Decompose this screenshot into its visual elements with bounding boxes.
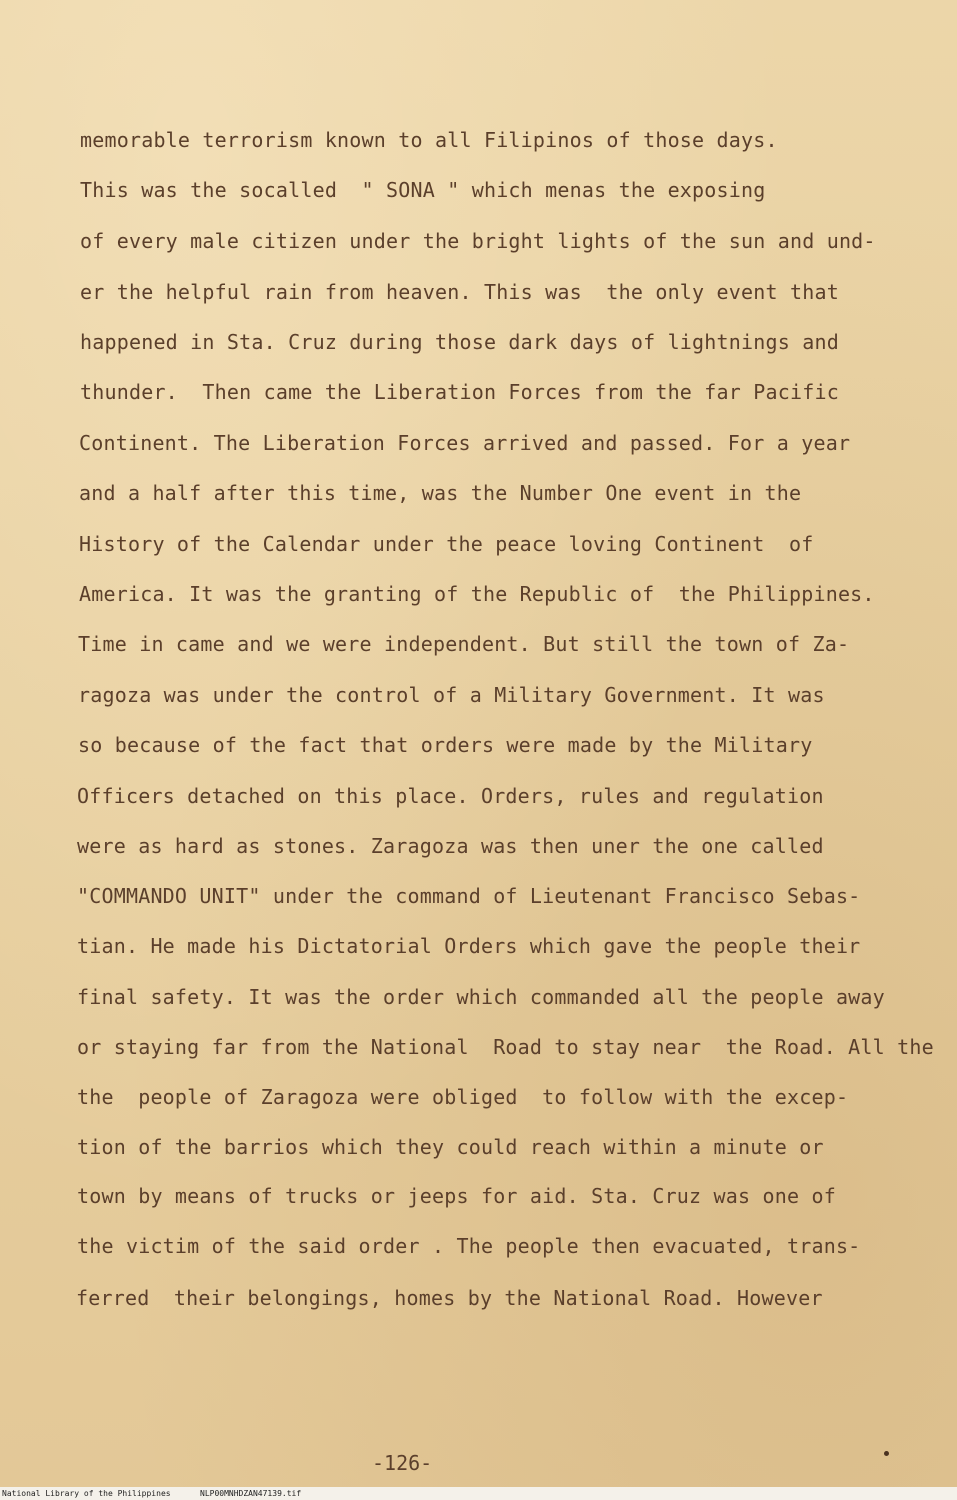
text-line-11: Time in came and we were independent. But still the town of Za-: [78, 632, 850, 656]
page-number: -126-: [372, 1451, 433, 1475]
text-line-4: er the helpful rain from heaven. This was the only event that: [80, 280, 839, 304]
text-line-14: Officers detached on this place. Orders, rules and regulation: [77, 784, 824, 808]
text-line-17: tian. He made his Dictatorial Orders which gave the people their: [77, 934, 861, 958]
text-line-15: were as hard as stones. Zaragoza was then uner the one called: [77, 834, 824, 858]
text-line-12: ragoza was under the control of a Military Government. It was: [78, 683, 825, 707]
text-line-20: the people of Zaragoza were obliged to follow with the excep-: [77, 1085, 849, 1109]
text-line-1: memorable terrorism known to all Filipinos of those days.: [80, 128, 778, 152]
ink-dot-mark: [884, 1451, 889, 1456]
footer-filename: NLP00MNHDZAN47139.tif: [200, 1489, 302, 1498]
text-line-5: happened in Sta. Cruz during those dark days of lightnings and: [80, 330, 839, 354]
text-line-16: "COMMANDO UNIT" under the command of Lieutenant Francisco Sebas-: [77, 884, 861, 908]
text-line-13: so because of the fact that orders were made by the Military: [78, 733, 813, 757]
text-line-6: thunder. Then came the Liberation Forces from the far Pacific: [80, 380, 839, 404]
archive-footer: [0, 1487, 957, 1500]
text-line-9: History of the Calendar under the peace loving Continent of: [79, 532, 814, 556]
text-line-23: the victim of the said order . The people then evacuated, trans-: [77, 1234, 861, 1258]
text-line-7: Continent. The Liberation Forces arrived and passed. For a year: [79, 431, 851, 455]
text-line-18: final safety. It was the order which commanded all the people away: [77, 985, 885, 1009]
text-line-19: or staying far from the National Road to stay near the Road. All the: [77, 1035, 934, 1059]
text-line-21: tion of the barrios which they could reach within a minute or: [77, 1135, 824, 1159]
text-line-8: and a half after this time, was the Number One event in the: [79, 481, 802, 505]
text-line-2: This was the socalled " SONA " which menas the exposing: [80, 178, 766, 202]
footer-library-name: National Library of the Philippines: [2, 1489, 171, 1498]
text-line-22: town by means of trucks or jeeps for aid. Sta. Cruz was one of: [77, 1184, 836, 1208]
text-line-3: of every male citizen under the bright lights of the sun and und-: [80, 229, 876, 253]
text-line-10: America. It was the granting of the Republic of the Philippines.: [79, 582, 875, 606]
text-line-24: ferred their belongings, homes by the National Road. However: [76, 1286, 823, 1310]
